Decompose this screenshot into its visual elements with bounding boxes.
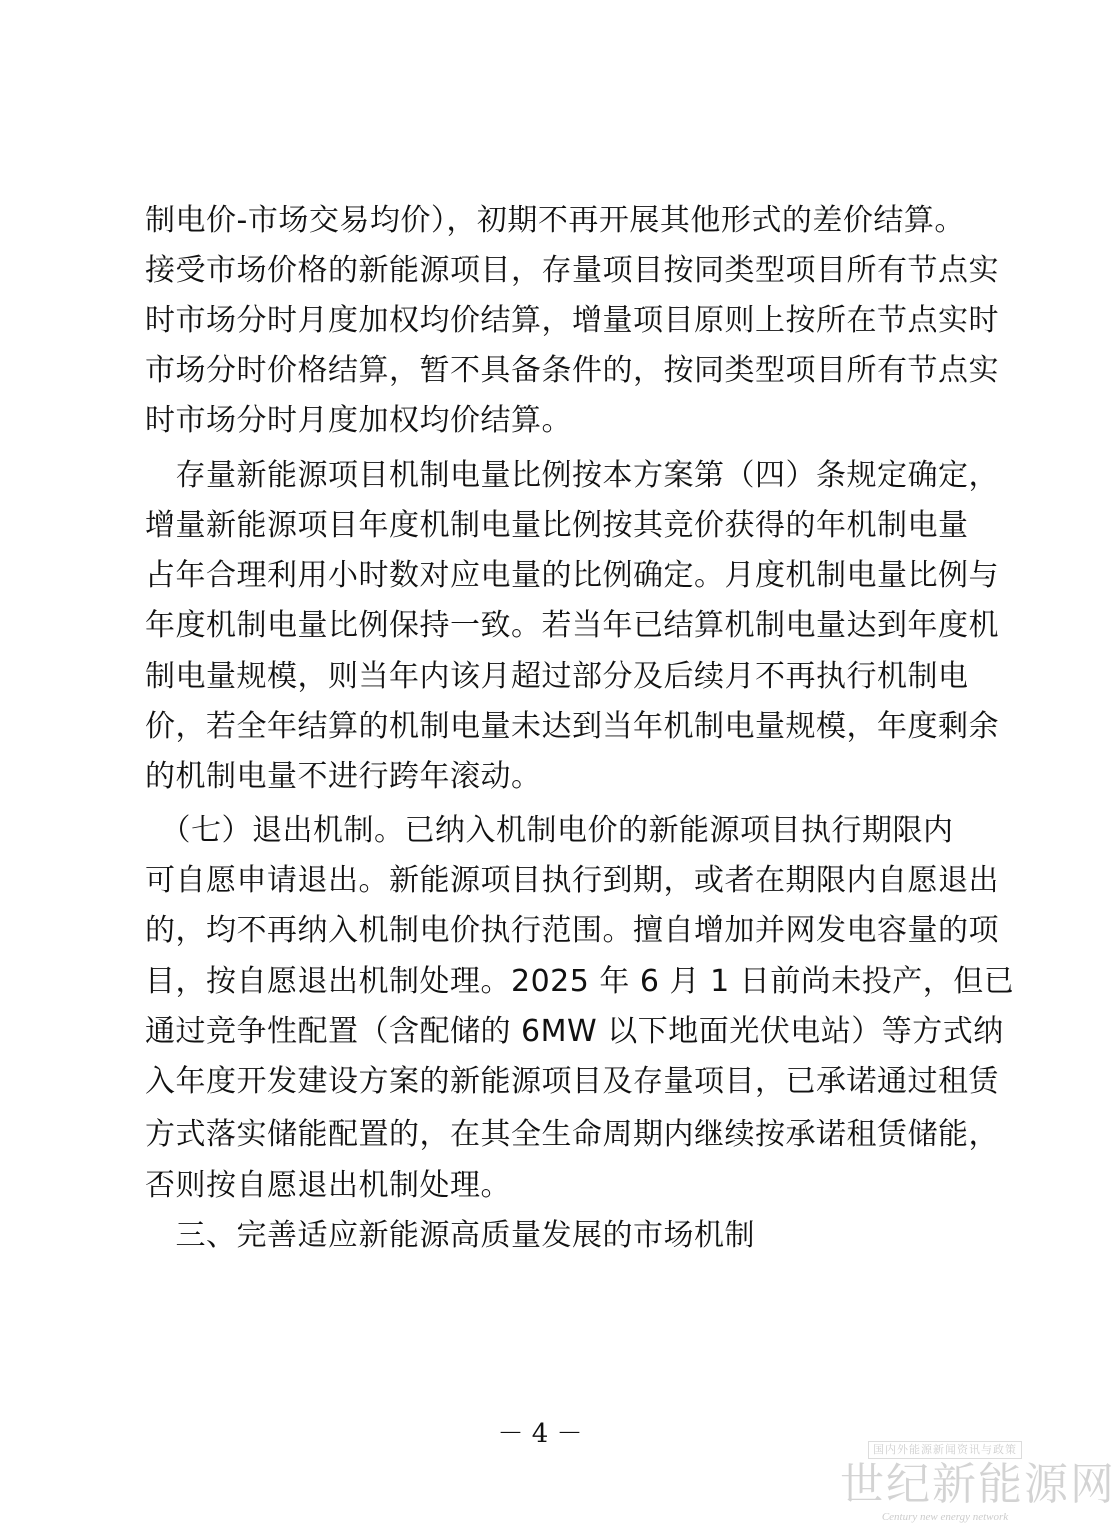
text-line: 方式落实储能配置的，在其全生命周期内继续按承诺租赁储能，: [145, 1117, 999, 1152]
text-line: 增量新能源项目年度机制电量比例按其竞价获得的年机制电量: [145, 508, 969, 543]
page-number: － 4 －: [497, 1419, 583, 1449]
text-line: 通过竞争性配置（含配储的 6MW 以下地面光伏电站）等方式纳: [145, 1014, 1004, 1049]
text-line: 存量新能源项目机制电量比例按本方案第（四）条规定确定，: [145, 458, 999, 493]
text-line: 接受市场价格的新能源项目，存量项目按同类型项目所有节点实: [145, 253, 999, 288]
text-line: 可自愿申请退出。新能源项目执行到期，或者在期限内自愿退出: [145, 863, 999, 898]
text-line: 市场分时价格结算，暂不具备条件的，按同类型项目所有节点实: [145, 353, 999, 388]
text-line: 年度机制电量比例保持一致。若当年已结算机制电量达到年度机: [145, 608, 999, 643]
watermark-title: 世纪新能源网: [840, 1459, 1116, 1510]
text-line: 价，若全年结算的机制电量未达到当年机制电量规模，年度剩余: [145, 709, 999, 744]
text-line: 的，均不再纳入机制电价执行范围。擅自增加并网发电容量的项: [145, 913, 999, 948]
text-line: 否则按自愿退出机制处理。: [145, 1168, 511, 1203]
text-line: 目，按自愿退出机制处理。2025 年 6 月 1 日前尚未投产，但已: [145, 964, 1015, 999]
text-line: 时市场分时月度加权均价结算。: [145, 403, 572, 438]
text-line: 制电量规模，则当年内该月超过部分及后续月不再执行机制电: [145, 659, 969, 694]
text-line: 制电价-市场交易均价），初期不再开展其他形式的差价结算。: [145, 203, 965, 238]
text-line: （七）退出机制。已纳入机制电价的新能源项目执行期限内: [145, 813, 954, 848]
text-line: 占年合理利用小时数对应电量的比例确定。月度机制电量比例与: [145, 558, 999, 593]
watermark-logo: [840, 1438, 1116, 1523]
watermark-tagline: 国内外能源新闻资讯与政策: [868, 1441, 1022, 1459]
text-line: 入年度开发建设方案的新能源项目及存量项目，已承诺通过租赁: [145, 1064, 999, 1099]
text-line: 的机制电量不进行跨年滚动。: [145, 759, 542, 794]
watermark-subtitle: Century new energy network: [881, 1511, 1009, 1523]
text-line: 时市场分时月度加权均价结算，增量项目原则上按所在节点实时: [145, 303, 999, 338]
section-heading: 三、完善适应新能源高质量发展的市场机制: [145, 1218, 755, 1253]
